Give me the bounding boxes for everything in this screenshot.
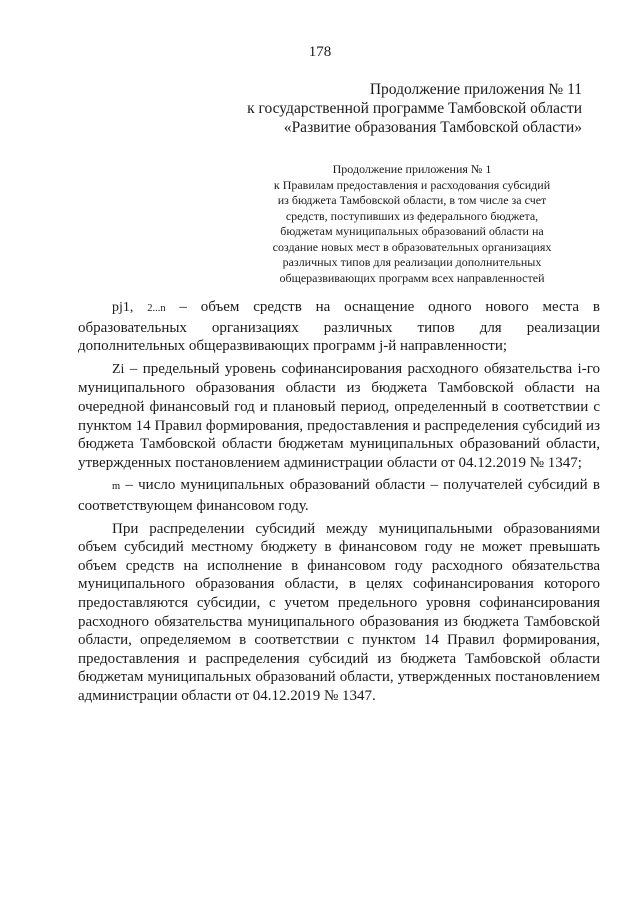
paragraph-text: – предельный уровень софинансирования расходного обязательства i-го муниципального образования области из бюджета Тамбовской области на очередной финансовый год и плановый период, определенный в соответствии с пунктом 14 Правил формирования, предоставления и распределения субсидий из бюджета Тамбовской области бюджетам муниципальных образований области, утвержденных постановлением администрации области от 04.12.2019 № 1347; — [78, 360, 600, 471]
appendix-subheader — [242, 162, 582, 286]
appendix-subheader-line: из бюджета Тамбовской области, в том числе за счет — [277, 193, 547, 207]
paragraph-pj-definition — [78, 298, 600, 356]
appendix-subheader-line: создание новых мест в образовательных организациях — [272, 239, 552, 254]
paragraph-distribution-rule: При распределении субсидий между муниципальными образованиями объем субсидий местному бюджету в финансовом году не может превышать объем средств на исполнение в финансовом году расходного обязательства муниципального образования области, в целях софинансирования которого предоставляются субсидии, с учетом предельного уровня софинансирования расходного обязательства муниципального образования из бюджета Тамбовской области, определяемом в соответствии с пунктом 14 Правил формирования, предоставления и распределения субсидий из бюджета Тамбовской области бюджетам муниципальных образований области, утвержденных постановлением администрации области от 04.12.2019 № 1347. — [78, 520, 600, 704]
paragraph-m-definition — [78, 476, 600, 515]
appendix-subheader-line: бюджетам муниципальных образований области на — [280, 224, 544, 238]
page-number: 178 — [308, 44, 332, 60]
appendix-subheader-line: общеразвивающих программ всех направленностей — [279, 270, 545, 285]
appendix-subheader-line: к Правилам предоставления и расходования субсидий — [273, 177, 551, 192]
appendix-subheader-line: Продолжение приложения № 1 — [332, 162, 492, 176]
paragraph-text: – объем средств на оснащение одного нового места в образовательных организациях различных типов для реализации дополнительных общеразвивающих программ j-й направленности; — [78, 299, 601, 355]
formula-symbol: Zi — [112, 361, 125, 377]
appendix-header-line: «Развитие образования Тамбовской области» — [283, 119, 582, 136]
paragraph-zi-definition — [78, 360, 600, 473]
formula-symbol: m — [112, 481, 121, 493]
formula-symbol: pj1, — [112, 300, 134, 315]
paragraph-text: – число муниципальных образований области – получателей субсидий в соответствующем финансовом году. — [78, 477, 600, 514]
appendix-subheader-line: средств, поступивших из федерального бюджета, — [285, 208, 539, 223]
appendix-header — [182, 80, 582, 137]
appendix-subheader-line: различных типов для реализации дополнительных — [282, 255, 542, 269]
appendix-header-line: к государственной программе Тамбовской области — [247, 100, 582, 117]
body-text — [78, 298, 600, 705]
appendix-header-line: Продолжение приложения № 11 — [369, 81, 582, 98]
formula-index: 2...n — [147, 303, 166, 314]
